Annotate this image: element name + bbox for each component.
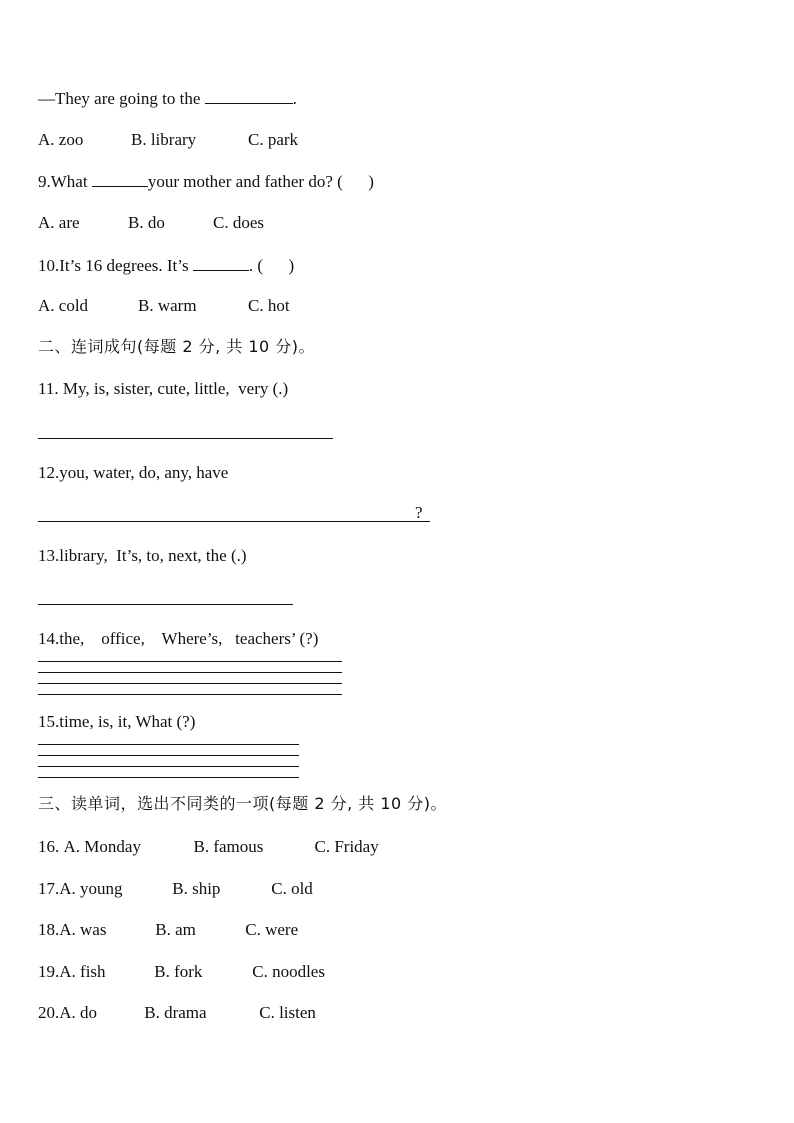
q13-prompt: 13.library, It’s, to, next, the (.) [38,546,247,565]
q9-stem [38,171,374,192]
q19-option-b: B. fork [154,962,203,981]
q20-number: 20. [38,1003,60,1022]
q19-option-c: C. noodles [252,962,325,981]
q10-stem [38,255,294,276]
q10-options [38,296,290,316]
q8-options [38,130,298,150]
q18-option-b: B. am [155,920,196,939]
q16-option-b: B. famous [193,837,264,856]
q11-answer-line[interactable] [38,438,333,439]
q10-stem-prefix: 10.It’s 16 degrees. It’s [38,256,189,275]
q10-answer-blank[interactable] [193,255,249,271]
q12-prompt: 12.you, water, do, any, have [38,463,229,482]
q17-number: 17. [38,879,60,898]
q17-option-c: C. old [271,879,313,898]
q16-row [38,837,379,857]
q20-row [38,1003,316,1023]
q9-option-c: C. does [213,213,264,232]
q8-option-a: A. zoo [38,130,84,149]
q17-row [38,879,313,899]
q15-prompt: 15.time, is, it, What (?) [38,712,196,731]
q20-option-a: A. do [59,1003,98,1022]
q10-option-b: B. warm [138,296,197,315]
q18-option-c: C. were [245,920,299,939]
q16-option-c: C. Friday [314,837,379,856]
q15-writing-line-1[interactable] [38,744,299,745]
q16-number: 16. [38,837,64,856]
q10-stem-suffix: . ( ) [248,256,295,275]
q14-writing-line-2[interactable] [38,672,342,673]
q14-prompt: 14.the, office, Where’s, teachers’ (?) [38,629,319,648]
q18-number: 18. [38,920,60,939]
q20-option-b: B. drama [144,1003,207,1022]
q12-question-mark: ? [415,503,423,522]
q11-prompt: 11. My, is, sister, cute, little, very (.) [38,379,289,398]
q12-answer-line[interactable] [38,521,430,522]
q9-option-b: B. do [128,213,165,232]
q8-option-c: C. park [248,130,299,149]
q14-writing-line-1[interactable] [38,661,342,662]
q15-writing-line-4[interactable] [38,777,299,778]
q8-stem [38,88,297,109]
q17-option-b: B. ship [172,879,221,898]
q15-writing-line-2[interactable] [38,755,299,756]
q8-option-b: B. library [131,130,197,149]
q10-option-c: C. hot [248,296,290,315]
section3-heading: 三、读单词，选出不同类的一项(每题 2 分, 共 10 分)。 [38,794,448,813]
q16-option-a: A. Monday [63,837,141,856]
q14-writing-line-3[interactable] [38,683,342,684]
q8-stem-suffix: . [292,89,297,108]
q9-option-a: A. are [38,213,80,232]
q19-row [38,962,325,982]
q19-number: 19. [38,962,60,981]
q10-option-a: A. cold [38,296,89,315]
q18-row [38,920,298,940]
q9-answer-blank[interactable] [92,171,148,187]
q15-writing-line-3[interactable] [38,766,299,767]
section2-heading: 二、连词成句(每题 2 分, 共 10 分)。 [38,337,316,356]
q8-stem-prefix: —They are going to the [38,89,201,108]
q13-answer-line[interactable] [38,604,293,605]
q18-option-a: A. was [59,920,107,939]
q20-option-c: C. listen [259,1003,316,1022]
q8-answer-blank[interactable] [205,88,293,104]
q9-options [38,213,264,233]
q19-option-a: A. fish [59,962,106,981]
q9-stem-suffix: your mother and father do? ( ) [147,172,374,191]
q9-stem-prefix: 9.What [38,172,88,191]
q17-option-a: A. young [59,879,123,898]
q14-writing-line-4[interactable] [38,694,342,695]
